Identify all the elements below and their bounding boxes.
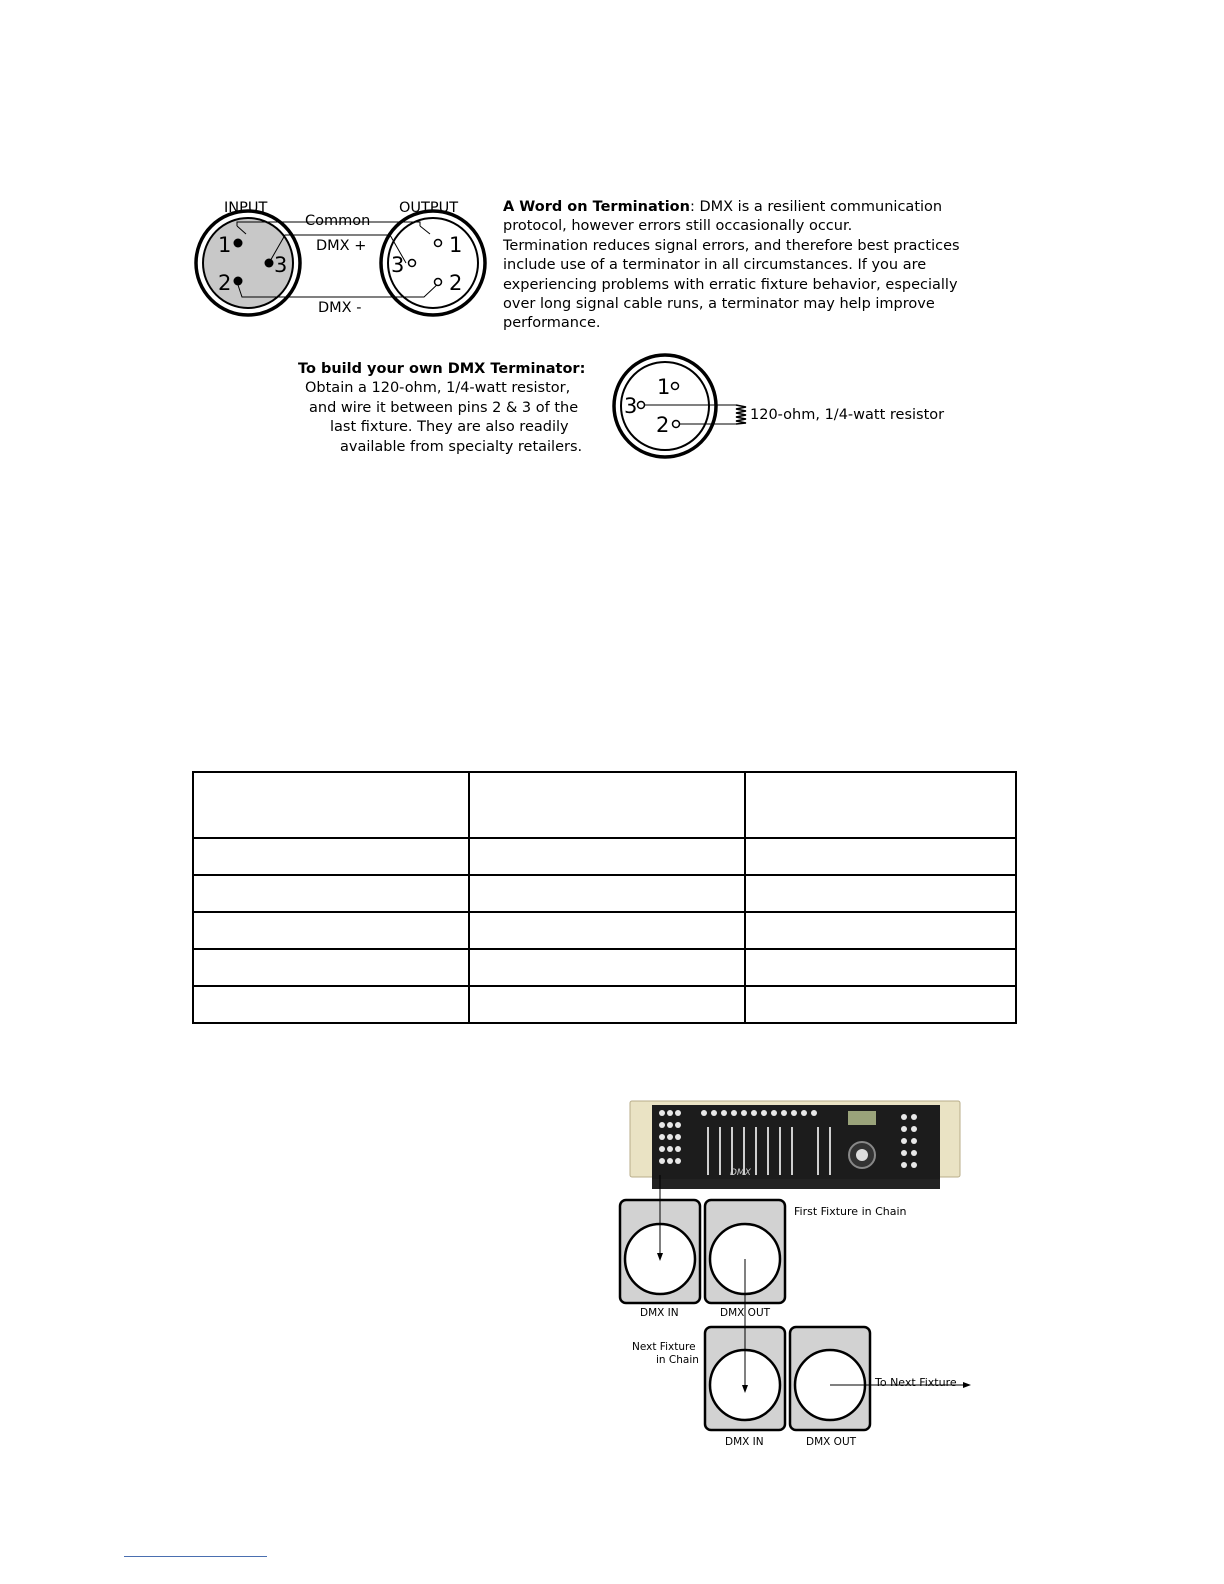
input-pin-2: 2 bbox=[218, 271, 232, 295]
table-cell bbox=[193, 949, 469, 986]
table-cell bbox=[193, 986, 469, 1023]
table-cell bbox=[745, 838, 1016, 875]
output-label: OUTPUT bbox=[399, 200, 459, 216]
input-label: INPUT bbox=[224, 200, 268, 216]
xlr-wiring-diagram bbox=[190, 190, 500, 330]
table-header-cell bbox=[745, 772, 1016, 838]
table-cell bbox=[469, 838, 745, 875]
table-cell bbox=[469, 949, 745, 986]
dmx-chain-diagram bbox=[612, 1095, 982, 1455]
table-cell bbox=[745, 986, 1016, 1023]
arrow-right-icon bbox=[963, 1382, 971, 1388]
next-fixture-label-line2: in Chain bbox=[656, 1354, 699, 1366]
input-pin-3: 3 bbox=[274, 253, 288, 277]
build-terminator-paragraph: To build your own DMX Terminator: Obtain a 120-ohm, 1/4-watt resistor, and wire it between pins 2 & 3 of the last fixture. They are also readily available from specialty retailers. bbox=[296, 360, 596, 457]
first-fixture-dmx-out-label: DMX OUT bbox=[720, 1307, 771, 1319]
terminator-pin-2: 2 bbox=[656, 413, 670, 437]
next-fixture-dmx-out-label: DMX OUT bbox=[806, 1436, 857, 1448]
table-cell bbox=[469, 875, 745, 912]
table-cell bbox=[745, 875, 1016, 912]
table-cell bbox=[469, 986, 745, 1023]
table-cell bbox=[193, 875, 469, 912]
next-fixture-label-line1: Next Fixture bbox=[632, 1341, 696, 1353]
to-next-fixture-label: To Next Fixture bbox=[875, 1376, 957, 1389]
terminator-diagram bbox=[610, 350, 980, 465]
table-header-cell bbox=[193, 772, 469, 838]
common-label: Common bbox=[305, 213, 371, 229]
table-row bbox=[193, 949, 1016, 986]
next-fixture-dmx-in-label: DMX IN bbox=[725, 1436, 764, 1448]
table-row bbox=[193, 875, 1016, 912]
table-row bbox=[193, 912, 1016, 949]
table-cell bbox=[193, 838, 469, 875]
termination-heading: A Word on Termination bbox=[503, 199, 690, 215]
resistor-icon bbox=[736, 405, 746, 424]
table-cell bbox=[469, 912, 745, 949]
table-header-cell bbox=[469, 772, 745, 838]
data-table bbox=[192, 771, 1017, 1024]
table-header-row bbox=[193, 772, 1016, 838]
resistor-label: 120-ohm, 1/4-watt resistor bbox=[750, 407, 945, 423]
terminator-pin-1: 1 bbox=[657, 375, 671, 399]
build-terminator-heading: To build your own DMX Terminator: bbox=[298, 361, 586, 377]
output-pin-1: 1 bbox=[449, 233, 463, 257]
footer-rule bbox=[124, 1556, 267, 1557]
controller-brand: DMX bbox=[730, 1168, 751, 1178]
terminator-pin-3: 3 bbox=[624, 394, 638, 418]
termination-paragraph: A Word on Termination: DMX is a resilient communication protocol, however errors still occasionally occur. Termination reduces signal errors, and therefore best practices include use of a terminator in all circumstances. If you are experiencing problems with erratic fixture behavior, especially over long signal cable runs, a terminator may help improve performance. bbox=[503, 199, 960, 332]
table-cell bbox=[745, 949, 1016, 986]
table-cell bbox=[745, 912, 1016, 949]
table-row bbox=[193, 986, 1016, 1023]
dmx-plus-label: DMX + bbox=[316, 238, 367, 254]
input-pin-1: 1 bbox=[218, 233, 232, 257]
first-fixture-label: First Fixture in Chain bbox=[794, 1205, 907, 1218]
first-fixture-dmx-in-label: DMX IN bbox=[640, 1307, 679, 1319]
dmx-controller bbox=[630, 1101, 960, 1189]
dmx-minus-label: DMX - bbox=[318, 300, 362, 316]
output-pin-2: 2 bbox=[449, 271, 463, 295]
output-pin-3: 3 bbox=[391, 253, 405, 277]
table-cell bbox=[193, 912, 469, 949]
table-row bbox=[193, 838, 1016, 875]
